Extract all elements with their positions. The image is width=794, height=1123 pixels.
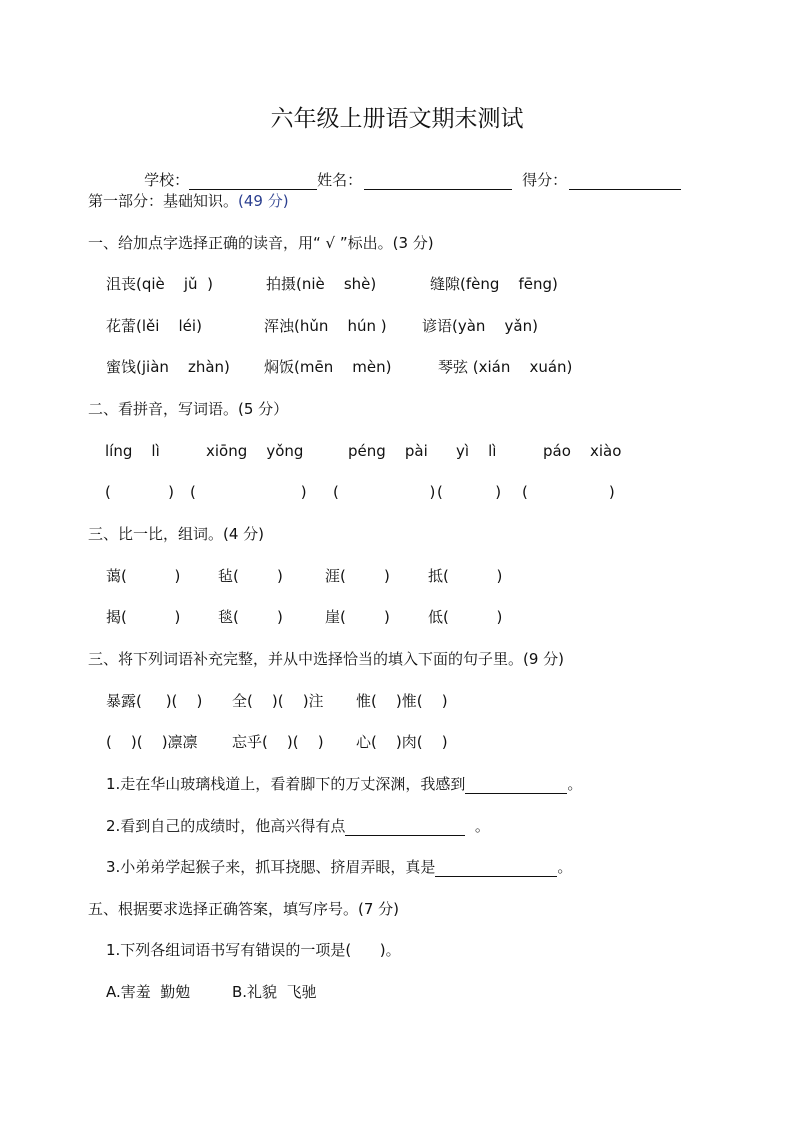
part1-prefix: 第一部分：基础知识。: [88, 192, 239, 210]
q1-item: 琴弦 (xián xuán): [438, 358, 573, 376]
q2-answer-blank[interactable]: ( ): [333, 483, 436, 501]
q1-item: 花蕾(lěi léi): [106, 317, 202, 335]
q3-heading: 三、比一比，组词。(4 分): [88, 525, 265, 543]
q1-heading: 一、给加点字选择正确的读音，用“ √ ”标出。(3 分): [88, 234, 434, 252]
q4-item[interactable]: 心( )肉( ): [356, 733, 448, 751]
q2-pinyin: yì lì: [456, 442, 497, 460]
part1-heading: [88, 191, 289, 211]
q1-item: 焖饭(mēn mèn): [264, 358, 392, 376]
q3-item[interactable]: 蔼( ): [106, 567, 181, 585]
school-label: 学校：: [144, 171, 190, 189]
score-field[interactable]: [569, 172, 681, 190]
q3-item[interactable]: 崖( ): [325, 608, 390, 626]
q4-item[interactable]: 全( )( )注: [232, 692, 324, 710]
name-field[interactable]: [364, 172, 512, 190]
q2-pinyin: líng lì: [105, 442, 160, 460]
q2-answer-blank[interactable]: ( ): [190, 483, 307, 501]
q5-heading: 五、根据要求选择正确答案，填写序号。(7 分): [88, 900, 400, 918]
q3-item[interactable]: 抵( ): [428, 567, 503, 585]
q4-heading: 三、将下列词语补充完整，并从中选择恰当的填入下面的句子里。(9 分): [88, 650, 565, 668]
score-label: 得分：: [522, 171, 568, 189]
q4-item[interactable]: 忘乎( )( ): [232, 733, 324, 751]
q4-item[interactable]: 惟( )惟( ): [356, 692, 448, 710]
sentence-3-blank[interactable]: [435, 859, 557, 877]
name-label: 姓名：: [317, 171, 363, 189]
q3-item[interactable]: 毯( ): [218, 608, 283, 626]
q1-item: 蜜饯(jiàn zhàn): [106, 358, 230, 376]
q2-pinyin: péng pài: [348, 442, 428, 460]
q4-sentence-1: 1.走在华山玻璃栈道上，看着脚下的万丈深渊，我感到 。: [106, 775, 583, 793]
q1-item: 拍摄(niè shè): [266, 275, 377, 293]
sentence-1-blank[interactable]: [465, 776, 567, 794]
q4-sentence-3: 3.小弟弟学起猴子来，抓耳挠腮、挤眉弄眼，真是 。: [106, 858, 573, 876]
q2-answer-blank[interactable]: ( ): [522, 483, 615, 501]
q4-item[interactable]: 暴露( )( ): [106, 692, 203, 710]
q3-item[interactable]: 低( ): [428, 608, 503, 626]
q4-sentence-2: 2.看到自己的成绩时，他高兴得有点 。: [106, 817, 490, 835]
q2-pinyin: páo xiào: [543, 442, 622, 460]
q5-option-a: A.害羞 勤勉: [106, 983, 191, 1001]
page-title: 六年级上册语文期末测试: [270, 106, 524, 132]
q1-item: 浑浊(hǔn hún ): [264, 317, 387, 335]
q2-answer-blank[interactable]: ( ): [105, 483, 174, 501]
q2-answer-blank[interactable]: ( ): [437, 483, 502, 501]
sentence-2-blank[interactable]: [345, 818, 465, 836]
q5-question[interactable]: 1.下列各组词语书写有错误的一项是( )。: [106, 941, 401, 959]
part1-points: (49 分): [238, 192, 289, 210]
q5-option-b: B.礼貌 飞驰: [232, 983, 317, 1001]
q1-item: 沮丧(qiè jǔ ): [106, 275, 213, 293]
q3-item[interactable]: 毡( ): [218, 567, 283, 585]
q4-item[interactable]: ( )( )凛凛: [106, 733, 198, 751]
q2-pinyin: xiōng yǒng: [206, 442, 304, 460]
school-field[interactable]: [189, 172, 317, 190]
q3-item[interactable]: 揭( ): [106, 608, 181, 626]
q3-item[interactable]: 涯( ): [325, 567, 390, 585]
q2-heading: 二、看拼音，写词语。(5 分）: [88, 400, 289, 418]
q1-item: 谚语(yàn yǎn): [422, 317, 538, 335]
q1-item: 缝隙(fèng fēng): [430, 275, 558, 293]
